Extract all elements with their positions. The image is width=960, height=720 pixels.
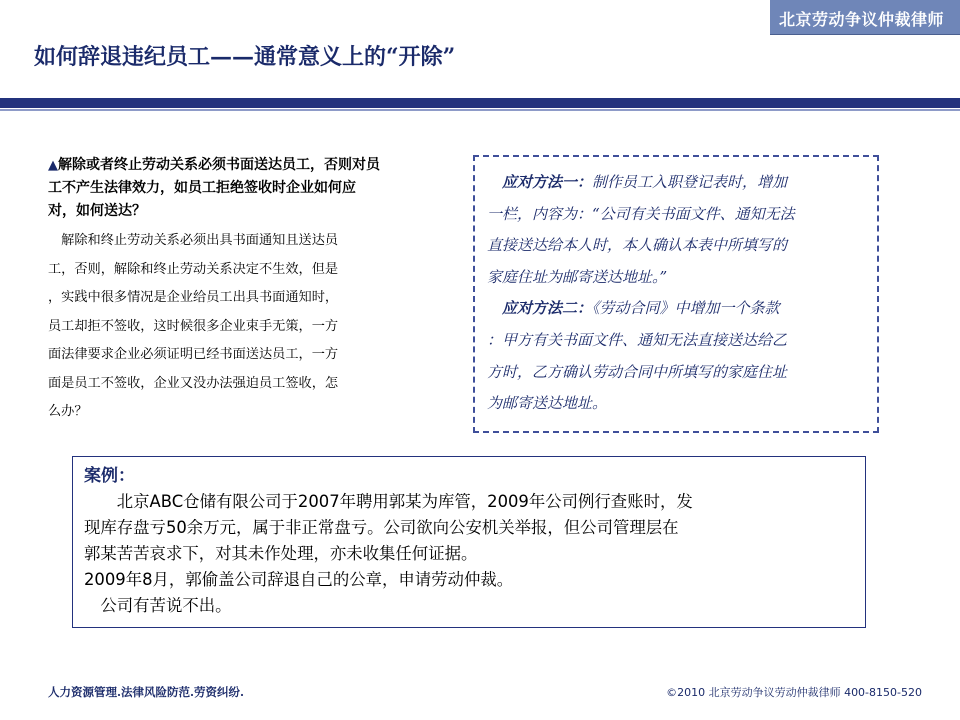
answer-line: 面是员工不签收，企业又没办法强迫员工签收，怎 (48, 375, 339, 391)
method1-line: 一栏，内容为：“公司有关书面文件、通知无法 (487, 204, 795, 223)
title-divider (0, 98, 960, 108)
question-line: 解除或者终止劳动关系必须书面送达员工，否则对员 (58, 157, 380, 173)
method2-line: 《劳动合同》中增加一个条款 (592, 299, 780, 318)
answer-line: 么办？ (48, 404, 88, 419)
question-line: 工不产生法律效力，如员工拒绝签收时企业如何应 (48, 180, 356, 196)
method1-line: 直接送达给本人时，本人确认本表中所填写的 (487, 236, 788, 255)
method2-line: 为邮寄送达地址。 (487, 394, 608, 413)
case-line: 2009年8月，郭偷盖公司辞退自己的公章，申请劳动仲裁。 (84, 570, 514, 589)
answer-line: 员工却拒不签收，这时候很多企业束手无策，一方 (48, 318, 339, 334)
method1-line: 制作员工入职登记表时，增加 (592, 173, 788, 191)
footer-copyright: ©2010 北京劳动争议劳动仲裁律师 400-8150-520 (666, 686, 922, 699)
method2-line: 方时，乙方确认劳动合同中所填写的家庭住址 (487, 362, 788, 381)
method1-label: 应对方法一： (502, 173, 593, 191)
methods-box (473, 155, 879, 433)
method2-line: ：甲方有关书面文件、通知无法直接送达给乙 (487, 330, 788, 349)
method-line (487, 167, 871, 199)
case-box (72, 456, 866, 628)
footer-tagline: 人力资源管理.法律风险防范.劳资纠纷. (48, 685, 245, 699)
method-line (487, 293, 871, 325)
method2-label: 应对方法二： (502, 299, 593, 318)
case-title: 案例： (84, 466, 135, 486)
case-line: 北京ABC仓储有限公司于2007年聘用郭某为库管，2009年公司例行查账时，发 (84, 492, 693, 511)
question-line: 对，如何送达？ (48, 203, 146, 219)
question-section (48, 154, 440, 427)
brand-badge (770, 0, 960, 35)
slide-title: 如何辞退违纪员工——通常意义上的“开除” (34, 44, 456, 70)
triangle-bullet-icon: ▲ (48, 158, 58, 173)
case-line: 郭某苦苦哀求下，对其未作处理，亦未收集任何证据。 (84, 544, 478, 563)
title-divider-thin (0, 109, 960, 111)
case-content (84, 463, 854, 619)
answer-line: ，实践中很多情况是企业给员工出具书面通知时， (48, 290, 339, 305)
methods-text (487, 167, 871, 420)
answer-line: 解除和终止劳动关系必须出具书面通知且送达员 (48, 233, 339, 248)
answer-text (48, 227, 440, 427)
method1-line: 家庭住址为邮寄送达地址。” (487, 267, 668, 286)
question-text (48, 154, 440, 223)
case-line: 现库存盘亏50余万元，属于非正常盘亏。公司欲向公安机关举报，但公司管理层在 (84, 518, 679, 537)
answer-line: 面法律要求企业必须证明已经书面送达员工，一方 (48, 347, 339, 362)
answer-line: 工，否则，解除和终止劳动关系决定不生效，但是 (48, 261, 339, 277)
brand-name: 北京劳动争议仲裁律师 (778, 10, 944, 29)
case-line: 公司有苦说不出。 (84, 596, 232, 615)
